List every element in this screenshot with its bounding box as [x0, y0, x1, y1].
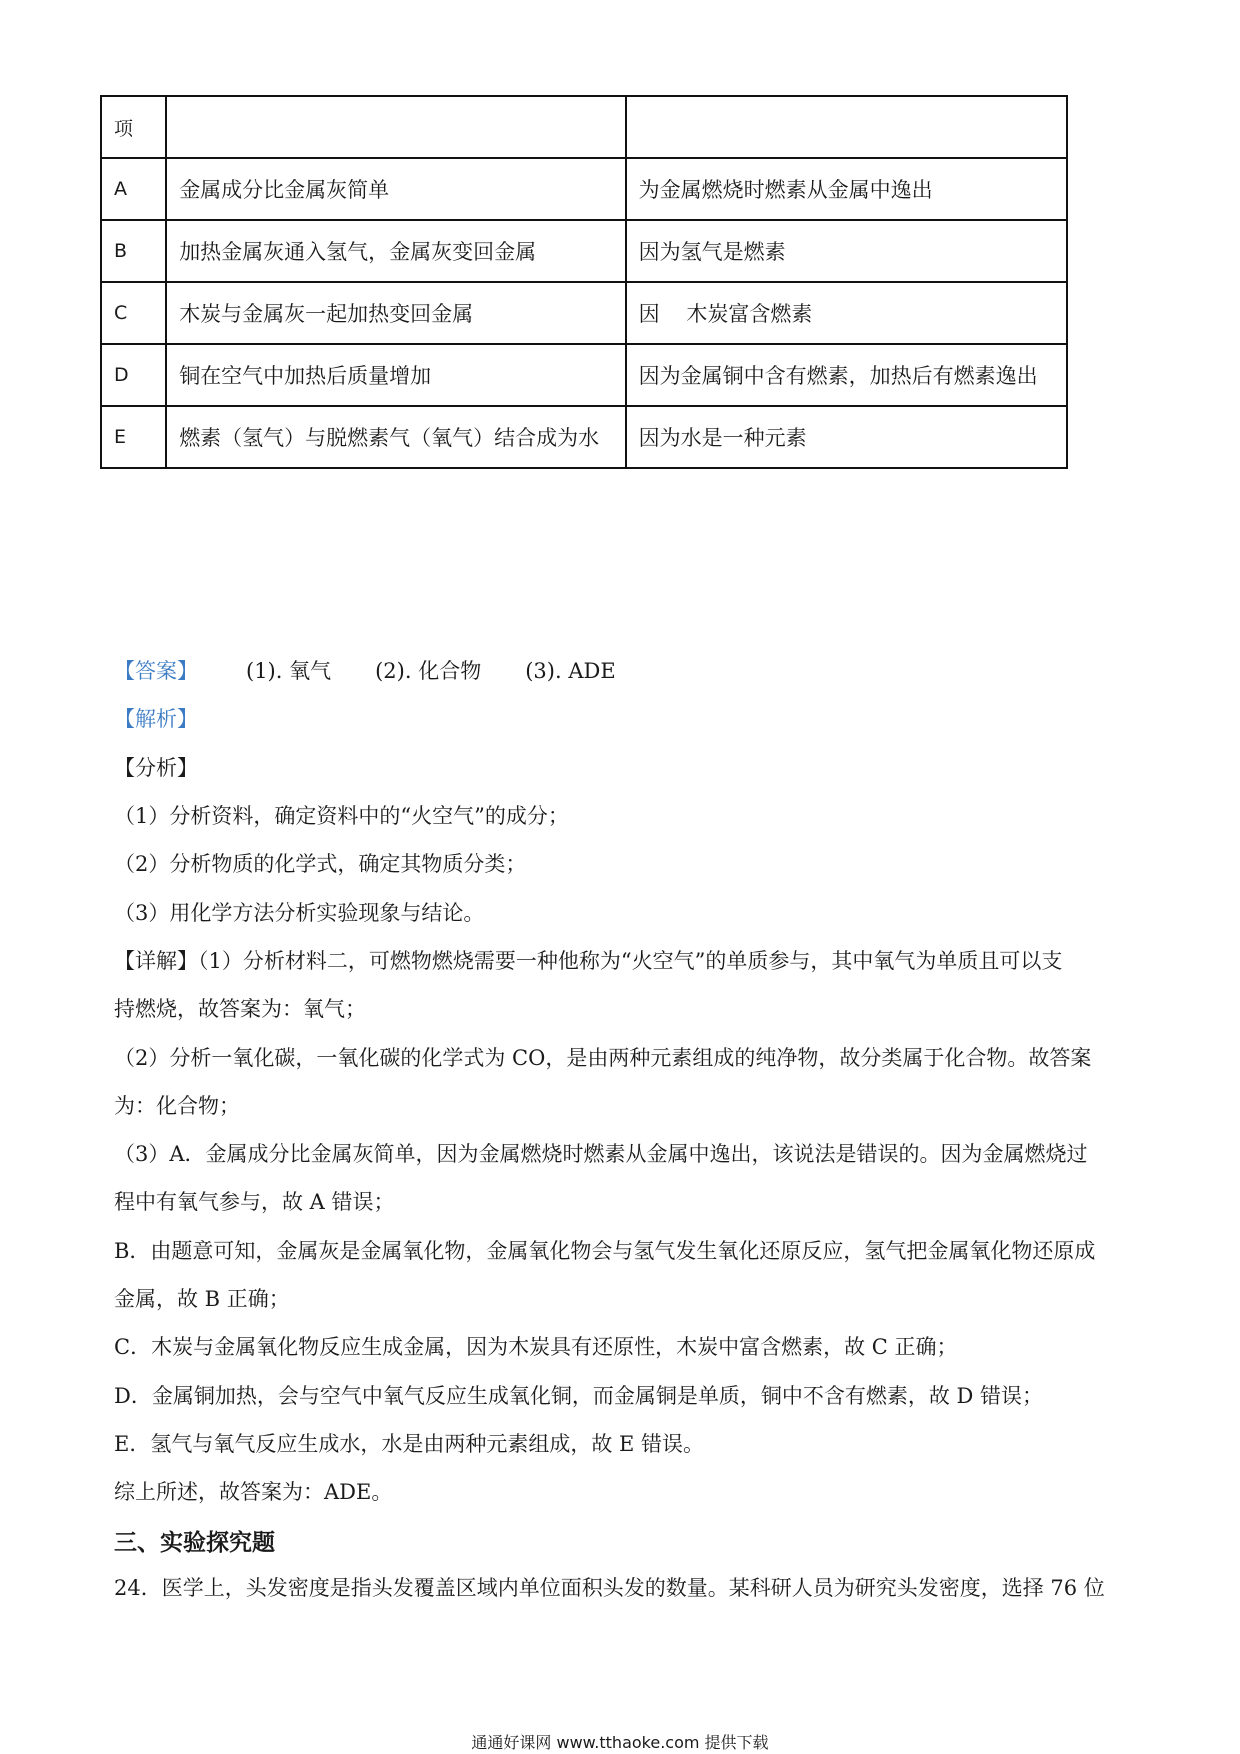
- detail-label: 【详解】: [114, 949, 198, 973]
- detail-line-3: （2）分析一氧化碳，一氧化碳的化学式为 CO，是由两种元素组成的纯净物，故分类属于化合物。故答案: [114, 1046, 1092, 1070]
- fenxi-item-3: （3）用化学方法分析实验现象与结论。: [114, 901, 485, 925]
- table-row: [101, 220, 1067, 282]
- option-letter-cell: B: [101, 220, 166, 282]
- option-letter-cell: A: [101, 158, 166, 220]
- option-statement-cell: 燃素（氢气）与脱燃素气（氧气）结合成为水: [166, 406, 625, 468]
- table-row: [101, 96, 1067, 158]
- answer-line: [114, 655, 616, 685]
- fenxi-item-2: （2）分析物质的化学式，确定其物质分类；: [114, 852, 527, 876]
- detail-line-2: 持燃烧，故答案为：氧气；: [114, 997, 366, 1021]
- analysis-label: 【解析】: [114, 707, 198, 731]
- detail-line-5: （3）A．金属成分比金属灰简单，因为金属燃烧时燃素从金属中逸出，该说法是错误的。因为金属燃烧过: [114, 1142, 1088, 1166]
- answer-label: 【答案】: [114, 659, 198, 683]
- option-reason-cell: 因为金属铜中含有燃素，加热后有燃素逸出: [626, 344, 1067, 406]
- option-statement-cell: 加热金属灰通入氢气，金属灰变回金属: [166, 220, 625, 282]
- option-statement-cell: 木炭与金属灰一起加热变回金属: [166, 282, 625, 344]
- page-footer: 通通好课网 www.tthaoke.com 提供下载: [471, 1733, 769, 1752]
- option-statement-cell: [166, 96, 625, 158]
- option-letter-cell: 项: [101, 96, 166, 158]
- option-reason-cell: 因为水是一种元素: [626, 406, 1067, 468]
- detail-line-6: 程中有氧气参与，故 A 错误；: [114, 1190, 395, 1214]
- detail-line-11: E．氢气与氧气反应生成水，水是由两种元素组成，故 E 错误。: [114, 1432, 705, 1456]
- detail-line-8: 金属，故 B 正确；: [114, 1287, 290, 1311]
- table-row: [101, 406, 1067, 468]
- option-letter-cell: C: [101, 282, 166, 344]
- table-row: [101, 282, 1067, 344]
- option-statement-cell: 金属成分比金属灰简单: [166, 158, 625, 220]
- detail-text: （1）分析材料二，可燃物燃烧需要一种他称为“火空气”的单质参与，其中氧气为单质且可以支: [198, 949, 1063, 973]
- detail-line-1: [114, 945, 1062, 975]
- answer-2: (2). 化合物: [375, 659, 482, 683]
- option-reason-cell: 因为氢气是燃素: [626, 220, 1067, 282]
- option-reason-cell: 为金属燃烧时燃素从金属中逸出: [626, 158, 1067, 220]
- detail-line-7: B．由题意可知，金属灰是金属氧化物，金属氧化物会与氢气发生氧化还原反应，氢气把金属氧化物还原成: [114, 1239, 1096, 1263]
- detail-summary: 综上所述，故答案为：ADE。: [114, 1480, 393, 1504]
- detail-line-10: D．金属铜加热，会与空气中氧气反应生成氧化铜，而金属铜是单质，铜中不含有燃素，故 D 错误；: [114, 1384, 1044, 1408]
- detail-line-4: 为：化合物；: [114, 1094, 240, 1118]
- section-heading: 三、实验探究题: [114, 1530, 275, 1556]
- answer-1: (1). 氧气: [246, 659, 332, 683]
- fenxi-item-1: （1）分析资料，确定资料中的“火空气”的成分；: [114, 804, 569, 828]
- options-table: [100, 95, 1068, 469]
- option-letter-cell: D: [101, 344, 166, 406]
- answer-3: (3). ADE: [525, 659, 616, 683]
- table-row: [101, 158, 1067, 220]
- question-24: 24．医学上，头发密度是指头发覆盖区域内单位面积头发的数量。某科研人员为研究头发密度，选择 76 位: [114, 1576, 1105, 1600]
- detail-line-9: C．木炭与金属氧化物反应生成金属，因为木炭具有还原性，木炭中富含燃素，故 C 正确；: [114, 1335, 958, 1359]
- option-statement-cell: 铜在空气中加热后质量增加: [166, 344, 625, 406]
- option-reason-cell: 因 木炭富含燃素: [626, 282, 1067, 344]
- option-reason-cell: [626, 96, 1067, 158]
- option-letter-cell: E: [101, 406, 166, 468]
- table-row: [101, 344, 1067, 406]
- fenxi-label: 【分析】: [114, 756, 198, 780]
